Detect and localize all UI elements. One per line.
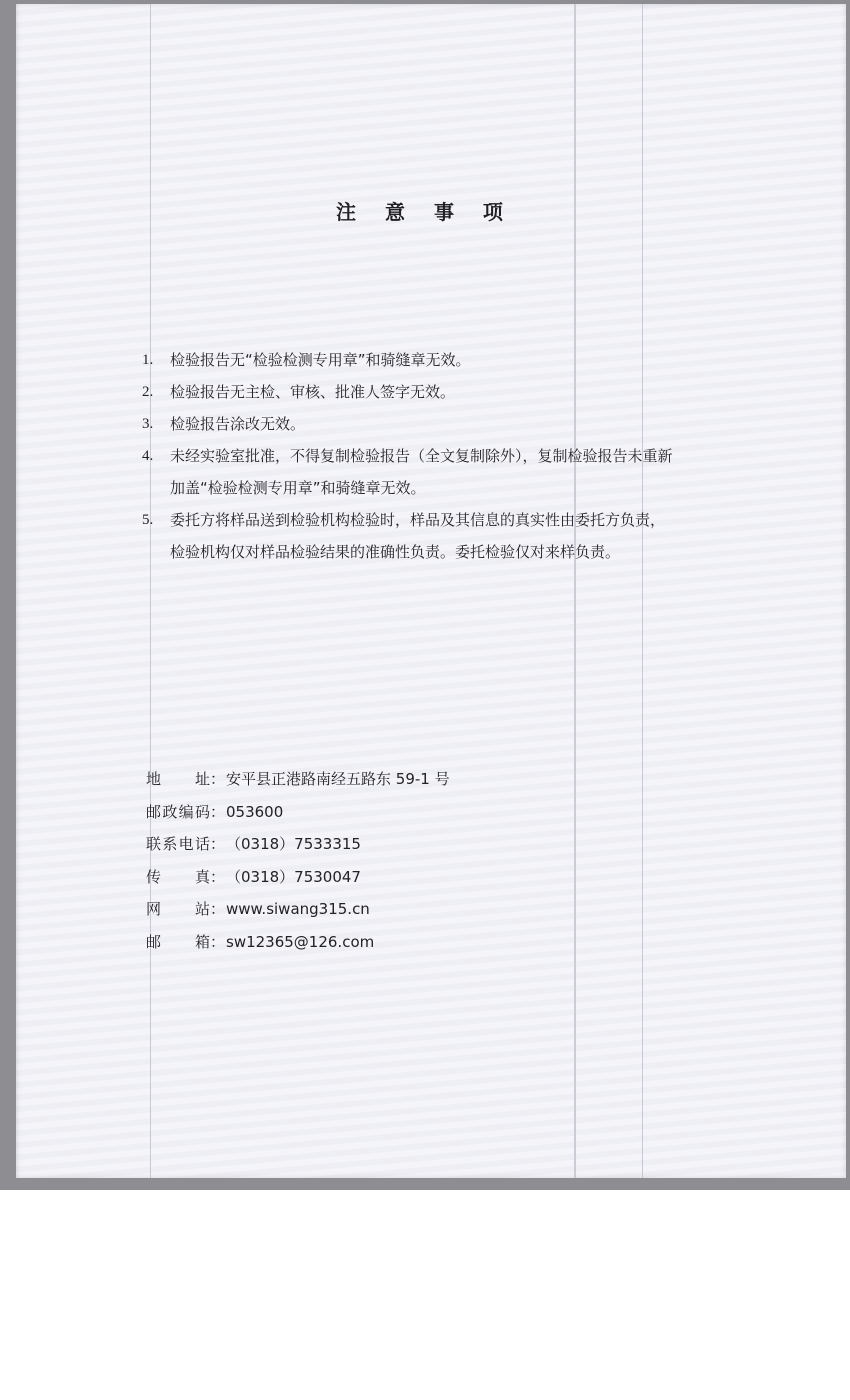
note-text: 检验报告无“检验检测专用章”和骑缝章无效。 (170, 351, 471, 369)
contact-label: 邮政编码 (146, 802, 210, 821)
contact-value: （0318）7533315 (226, 835, 361, 854)
note-number: 1. (142, 352, 154, 368)
contact-fax-row: 传真：（0318）7530047 (146, 861, 646, 894)
note-item (142, 344, 762, 376)
note-number: 5. (142, 512, 154, 528)
page-crease (574, 4, 576, 1178)
contact-value: 053600 (226, 802, 284, 821)
contact-value: （0318）7530047 (226, 867, 361, 886)
contact-label: 网站 (146, 900, 210, 919)
note-number: 3. (142, 416, 154, 432)
contact-label: 联系电话 (146, 835, 210, 854)
contact-phone-row: 联系电话：（0318）7533315 (146, 828, 646, 861)
contact-info (146, 763, 646, 959)
contact-label: 地址 (146, 770, 210, 788)
contact-address-row: 地址：安平县正港路南经五路东 59-1 号 (146, 763, 646, 796)
note-text: 未经实验室批准，不得复制检验报告（全文复制除外），复制检验报告未重新 (170, 447, 673, 465)
contact-value: sw12365@126.com (226, 932, 375, 951)
contact-value: www.siwang315.cn (226, 900, 370, 919)
document-page (16, 4, 846, 1178)
contact-email-row: 邮箱：sw12365@126.com (146, 926, 646, 959)
note-text: 委托方将样品送到检验机构检验时，样品及其信息的真实性由委托方负责， (170, 511, 666, 529)
page-crease (150, 4, 151, 1178)
note-text-continued: 加盖“检验检测专用章”和骑缝章无效。 (170, 479, 426, 497)
note-text: 检验报告涂改无效。 (170, 415, 306, 433)
contact-postcode-row: 邮政编码：053600 (146, 796, 646, 829)
note-text: 检验报告无主检、审核、批准人签字无效。 (170, 383, 456, 401)
note-number: 4. (142, 448, 154, 464)
note-item (142, 440, 762, 504)
note-text-continued: 检验机构仅对样品检验结果的准确性负责。委托检验仅对来样负责。 (170, 543, 621, 561)
contact-label: 邮箱 (146, 932, 210, 951)
notes-list (142, 344, 762, 568)
note-item (142, 504, 762, 568)
page-crease (642, 4, 643, 1178)
note-item (142, 376, 762, 408)
contact-website-row: 网站：www.siwang315.cn (146, 893, 646, 926)
note-item (142, 408, 762, 440)
note-number: 2. (142, 384, 154, 400)
contact-value: 安平县正港路南经五路东 59-1 号 (226, 770, 450, 788)
page-title: 注 意 事 项 (336, 200, 514, 224)
contact-label: 传真 (146, 867, 210, 886)
